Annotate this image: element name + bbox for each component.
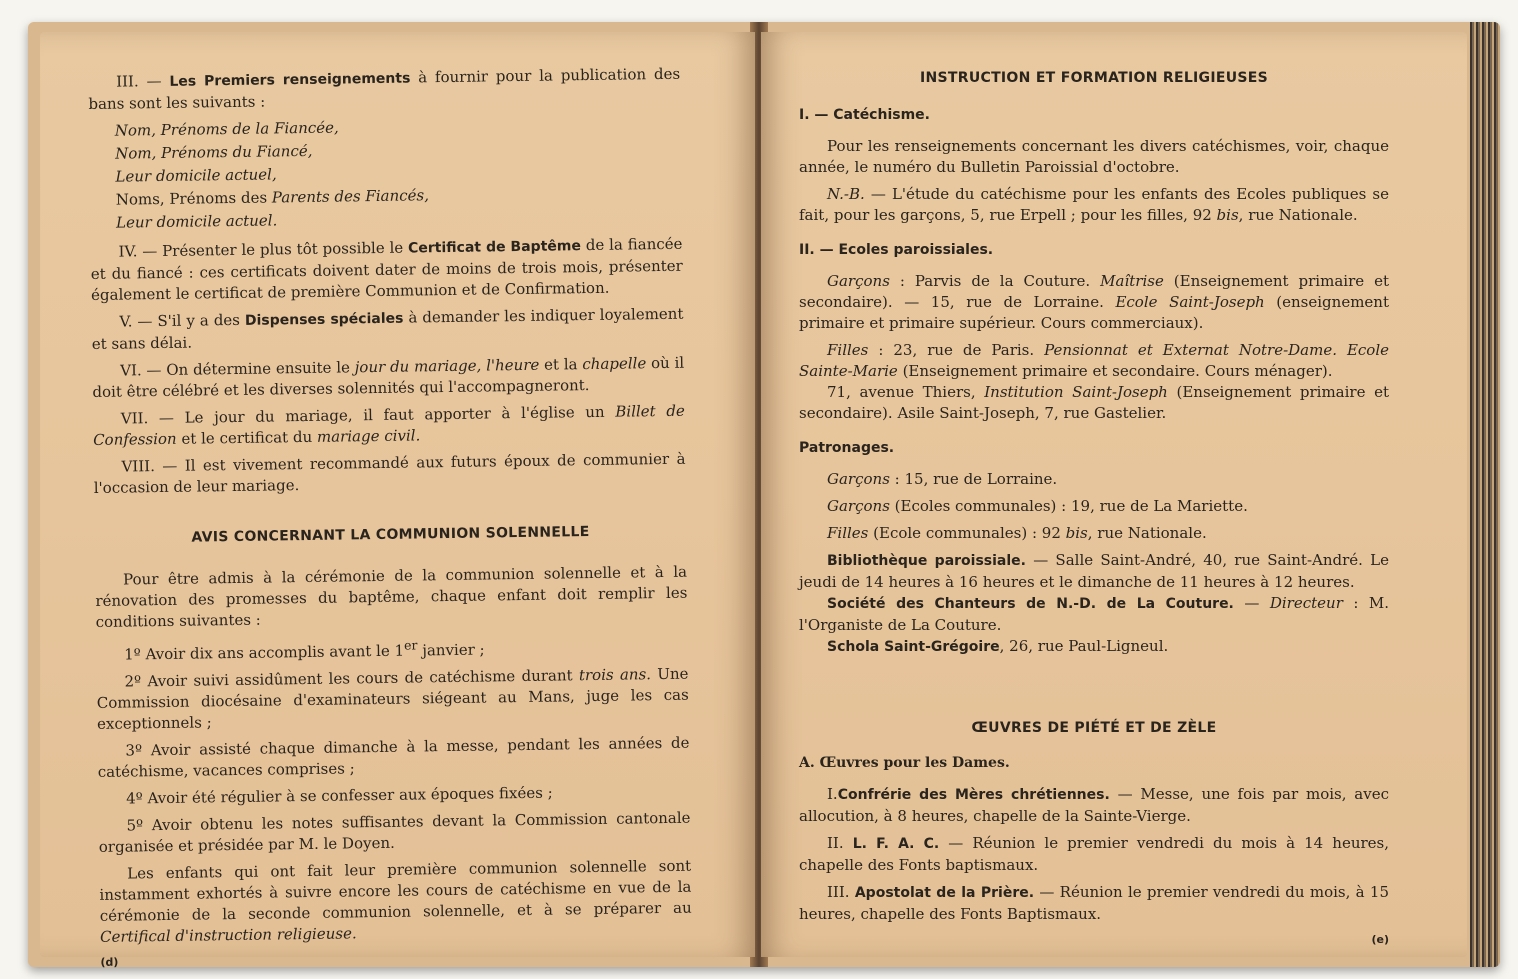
subsection-ecoles: II. — Ecoles paroissiales. xyxy=(799,242,994,258)
condition-1: 1º Avoir dix ans accomplis avant le 1er janvier ; xyxy=(124,637,485,664)
patronage-item: Filles (Ecole communales) : 92 bis, rue Nationale. xyxy=(827,524,1207,542)
page-number-d: (d) xyxy=(100,955,119,969)
list-item: Leur domicile actuel. xyxy=(115,211,278,232)
right-page xyxy=(761,32,1467,957)
catechisme-paragraph: Pour les renseignements concernant les divers catéchismes, voir, chaque année, le numéro du Bulletin Paroissial d'octobre. xyxy=(799,137,1389,176)
patronage-item: Garçons : 15, rue de Lorraine. xyxy=(827,470,1058,488)
section-heading: AVIS CONCERNANT LA COMMUNION SOLENNELLE xyxy=(191,524,590,546)
paragraph-v: V. — S'il y a des Dispenses spéciales à demander les indiquer loyalement et sans délai. xyxy=(91,304,684,353)
list-item: Nom, Prénoms de la Fiancée, xyxy=(114,118,339,140)
condition-4: 4º Avoir été régulier à se confesser aux époques fixées ; xyxy=(126,783,553,808)
oeuvre-item: II. L. F. A. C. — Réunion le premier vendredi du mois à 14 heures, chapelle des Fonts baptismaux. xyxy=(799,834,1389,874)
list-item: Nom, Prénoms du Fiancé, xyxy=(115,141,313,163)
bibliotheque-paragraph: Bibliothèque paroissiale. — Salle Saint-André, 40, rue Saint-André. Le jeudi de 14 heures à 16 heures et le dimanche de 11 heures à 12 heures. xyxy=(799,551,1389,591)
paragraph-iv: IV. — Présenter le plus tôt possible le Certificat de Baptême de la fiancée et du fiancé : ces certificats doivent dater de moins de trois mois, présenter également le certificat de première Communion et de Confirmation. xyxy=(90,234,683,304)
left-page-content xyxy=(88,64,693,973)
oeuvre-item: III. Apostolat de la Prière. — Réunion le premier vendredi du mois, à 15 heures, chapelle des Fonts Baptismaux. xyxy=(799,883,1389,923)
condition-5: 5º Avoir obtenu les notes suffisantes devant la Commission cantonale organisée et présidée par M. le Doyen. xyxy=(98,808,691,856)
societe-paragraph: Société des Chanteurs de N.-D. de La Couture. — Directeur : M. l'Organiste de La Couture. xyxy=(799,594,1390,634)
paragraph-viii: VIII. — Il est vivement recommandé aux futurs époux de communier à l'occasion de leur mariage. xyxy=(93,449,686,497)
page-edges xyxy=(1470,22,1500,967)
subsection-dames: A. Œuvres pour les Dames. xyxy=(799,755,1010,771)
patronage-item: Garçons (Ecoles communales) : 19, rue de La Mariette. xyxy=(827,497,1248,515)
list-item: Leur domicile actuel, xyxy=(115,165,277,186)
right-page-content xyxy=(799,68,1389,950)
subsection-patronages: Patronages. xyxy=(799,440,895,456)
subsection-catechisme: I. — Catéchisme. xyxy=(799,107,930,123)
required-info-list xyxy=(115,113,683,234)
ecoles-garcons: Garçons : Parvis de la Couture. Maîtrise (Enseignement primaire et secondaire). — 15, rue de Lorraine. Ecole Saint-Joseph (enseignement primaire et primaire supérieur. Cours commerciaux). xyxy=(799,272,1389,332)
condition-2: 2º Avoir suivi assidûment les cours de catéchisme durant trois ans. Une Commission diocésaine d'examinateurs siégeant au Mans, juge les cas exceptionnels ; xyxy=(96,664,689,733)
list-item: Noms, Prénoms des Parents des Fiancés, xyxy=(115,186,430,209)
paragraph-iii: III. — Les Premiers renseignements à fournir pour la publication des bans sont les suivants : xyxy=(88,64,681,113)
paragraph-vii: VII. — Le jour du mariage, il faut apporter à l'église un Billet de Confession et le certificat du mariage civil. xyxy=(93,401,685,449)
section-heading: ŒUVRES DE PIÉTÉ ET DE ZÈLE xyxy=(971,720,1217,736)
page-number-e: (e) xyxy=(1371,933,1389,946)
paragraph-vi: VI. — On détermine ensuite le jour du mariage, l'heure et la chapelle où il doit être célébré et les diverses solennités qui l'accompagneront. xyxy=(92,353,685,401)
left-page xyxy=(40,32,755,969)
schola-paragraph: Schola Saint-Grégoire, 26, rue Paul-Ligneul. xyxy=(827,637,1169,655)
section-heading: INSTRUCTION ET FORMATION RELIGIEUSES xyxy=(919,70,1269,86)
open-book xyxy=(28,22,1500,967)
ecoles-thiers: 71, avenue Thiers, Institution Saint-Joseph (Enseignement primaire et secondaire). Asile Saint-Joseph, 7, rue Gastelier. xyxy=(799,383,1389,422)
condition-3: 3º Avoir assisté chaque dimanche à la messe, pendant les années de catéchisme, vacances comprises ; xyxy=(97,733,690,781)
ecoles-filles: Filles : 23, rue de Paris. Pensionnat et Externat Notre-Dame. Ecole Sainte-Marie (Enseignement primaire et secondaire. Cours ménager). xyxy=(799,341,1390,380)
nb-paragraph: N.-B. — L'étude du catéchisme pour les enfants des Ecoles publiques se fait, pour les garçons, 5, rue Erpell ; pour les filles, 92 bis, rue Nationale. xyxy=(799,185,1389,224)
oeuvre-item: I.Confrérie des Mères chrétiennes. — Messe, une fois par mois, avec allocution, à 8 heures, chapelle de la Sainte-Vierge. xyxy=(799,785,1389,825)
intro-paragraph: Pour être admis à la cérémonie de la communion solennelle et à la rénovation des promesses du baptême, chaque enfant doit remplir les conditions suivantes : xyxy=(95,562,688,631)
closing-paragraph: Les enfants qui ont fait leur première communion solennelle sont instamment exhortés à suivre encore les cours de catéchisme en vue de la cérémonie de la seconde communion solennelle, et à se préparer au Certifical d'instruction religieuse. xyxy=(99,856,692,946)
